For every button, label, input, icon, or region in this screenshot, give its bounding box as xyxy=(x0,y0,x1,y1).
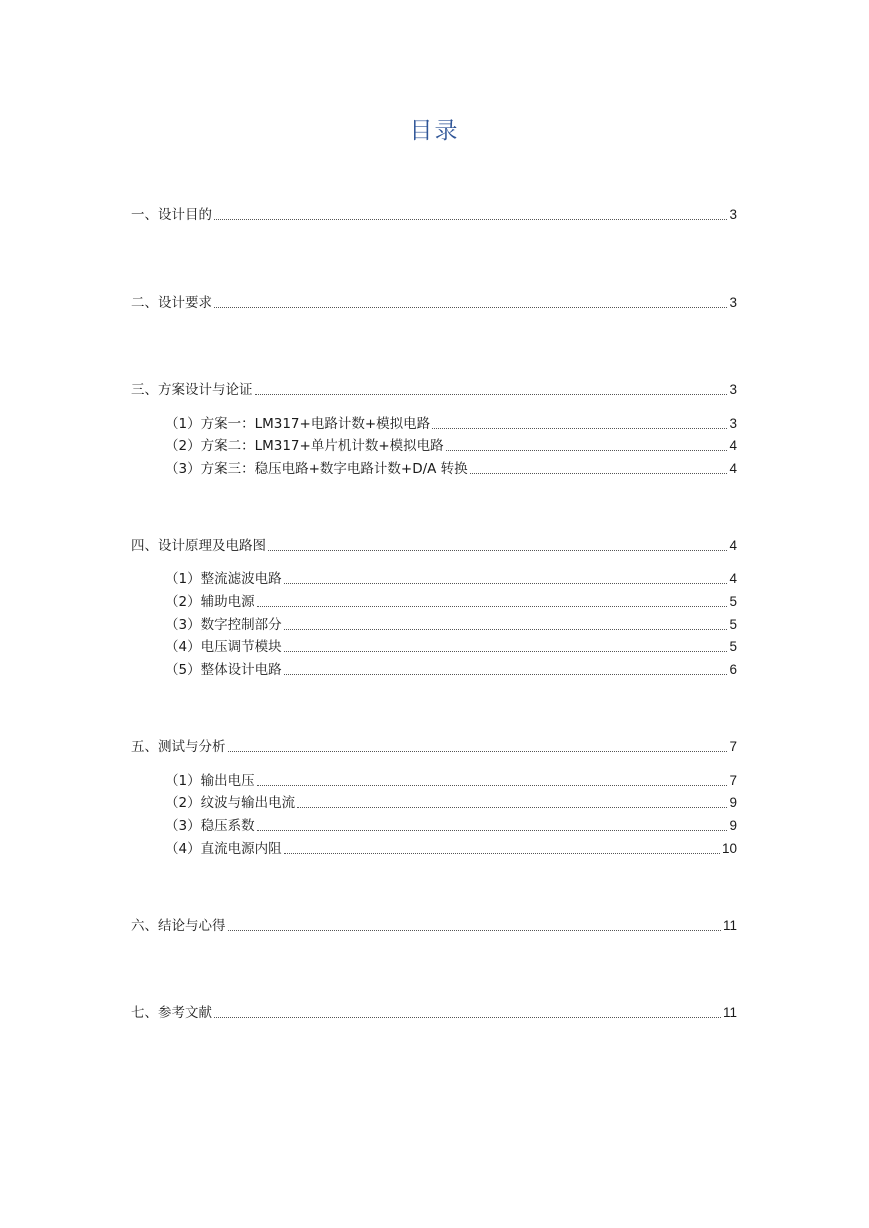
toc-entry-text: （3）数字控制部分 xyxy=(165,617,282,633)
toc-entry-text: （3）稳压系数 xyxy=(165,818,255,834)
toc-entry-text: （1）整流滤波电路 xyxy=(165,571,282,587)
toc-entry-text: 七、参考文献 xyxy=(131,1005,212,1021)
toc-leader-dots xyxy=(470,473,728,474)
toc-leader-dots xyxy=(284,674,728,675)
toc-entry-text: （5）整体设计电路 xyxy=(165,662,282,678)
toc-leader-dots xyxy=(228,751,728,752)
toc-entry-references[interactable] xyxy=(131,1003,737,1023)
toc-leader-dots xyxy=(432,428,727,429)
toc-entry-text: （1）输出电压 xyxy=(165,773,255,789)
toc-leader-dots xyxy=(284,629,728,630)
toc-subentry-scheme-three[interactable] xyxy=(165,459,737,479)
toc-entry-design-purpose[interactable] xyxy=(131,205,737,225)
toc-leader-dots xyxy=(297,807,727,808)
toc-entry-text: （4）直流电源内阻 xyxy=(165,841,282,857)
toc-leader-dots xyxy=(257,785,728,786)
toc-subentry-digital-control[interactable] xyxy=(165,615,737,635)
toc-entry-text: （3）方案三：稳压电路+数字电路计数+D/A 转换 xyxy=(165,461,468,477)
toc-entry-text: 四、设计原理及电路图 xyxy=(131,538,266,554)
toc-entry-page: 7 xyxy=(729,739,737,754)
toc-leader-dots xyxy=(284,651,728,652)
toc-entry-page: 5 xyxy=(729,617,737,632)
toc-subentry-ripple-current[interactable] xyxy=(165,793,737,813)
toc-entry-test-analysis[interactable] xyxy=(131,737,737,757)
toc-leader-dots xyxy=(284,583,728,584)
toc-entry-text: 六、结论与心得 xyxy=(131,918,226,934)
toc-entry-page: 11 xyxy=(722,918,737,933)
toc-entry-design-principle[interactable] xyxy=(131,536,737,556)
toc-leader-dots xyxy=(257,606,728,607)
toc-entry-page: 9 xyxy=(729,818,737,833)
toc-subentry-voltage-regulation[interactable] xyxy=(165,637,737,657)
toc-entry-page: 4 xyxy=(729,538,737,553)
toc-leader-dots xyxy=(228,930,721,931)
toc-entry-text: 五、测试与分析 xyxy=(131,739,226,755)
toc-subentry-regulation-coefficient[interactable] xyxy=(165,816,737,836)
toc-entry-page: 7 xyxy=(729,773,737,788)
toc-entry-text: 二、设计要求 xyxy=(131,295,212,311)
toc-entry-text: （2）辅助电源 xyxy=(165,594,255,610)
toc-entry-text: （2）纹波与输出电流 xyxy=(165,795,296,811)
toc-entry-page: 10 xyxy=(721,841,737,856)
toc-entry-page: 3 xyxy=(729,295,737,310)
toc-subentry-auxiliary-power[interactable] xyxy=(165,592,737,612)
toc-entry-page: 4 xyxy=(729,461,737,476)
toc-entry-conclusion[interactable] xyxy=(131,916,737,936)
toc-entry-page: 9 xyxy=(729,795,737,810)
toc-leader-dots xyxy=(446,450,728,451)
toc-entry-scheme-design[interactable] xyxy=(131,380,737,400)
toc-entry-page: 11 xyxy=(722,1005,737,1020)
toc-subentry-overall-circuit[interactable] xyxy=(165,660,737,680)
toc-leader-dots xyxy=(214,219,727,220)
toc-subentry-scheme-one[interactable] xyxy=(165,414,737,434)
toc-entry-page: 4 xyxy=(729,438,737,453)
toc-leader-dots xyxy=(268,550,727,551)
toc-entry-page: 6 xyxy=(729,662,737,677)
toc-leader-dots xyxy=(255,394,728,395)
toc-leader-dots xyxy=(257,830,728,831)
toc-subentry-internal-resistance[interactable] xyxy=(165,839,737,859)
toc-entry-page: 5 xyxy=(729,594,737,609)
toc-leader-dots xyxy=(214,307,727,308)
toc-subentry-rectifier-filter[interactable] xyxy=(165,569,737,589)
toc-entry-text: 一、设计目的 xyxy=(131,207,212,223)
toc-subentry-scheme-two[interactable] xyxy=(165,436,737,456)
toc-leader-dots xyxy=(214,1017,721,1018)
toc-entry-page: 3 xyxy=(729,207,737,222)
toc-entry-text: （2）方案二：LM317+单片机计数+模拟电路 xyxy=(165,438,444,454)
toc-entry-page: 3 xyxy=(729,382,737,397)
toc-entry-text: （1）方案一：LM317+电路计数+模拟电路 xyxy=(165,416,431,432)
toc-leader-dots xyxy=(284,853,720,854)
toc-subentry-output-voltage[interactable] xyxy=(165,771,737,791)
toc-entry-text: 三、方案设计与论证 xyxy=(131,382,253,398)
toc-entry-page: 3 xyxy=(729,416,737,431)
toc-entry-text: （4）电压调节模块 xyxy=(165,639,282,655)
toc-entry-page: 4 xyxy=(729,571,737,586)
toc-title: 目录 xyxy=(409,118,460,144)
toc-entry-page: 5 xyxy=(729,639,737,654)
toc-entry-design-requirements[interactable] xyxy=(131,293,737,313)
